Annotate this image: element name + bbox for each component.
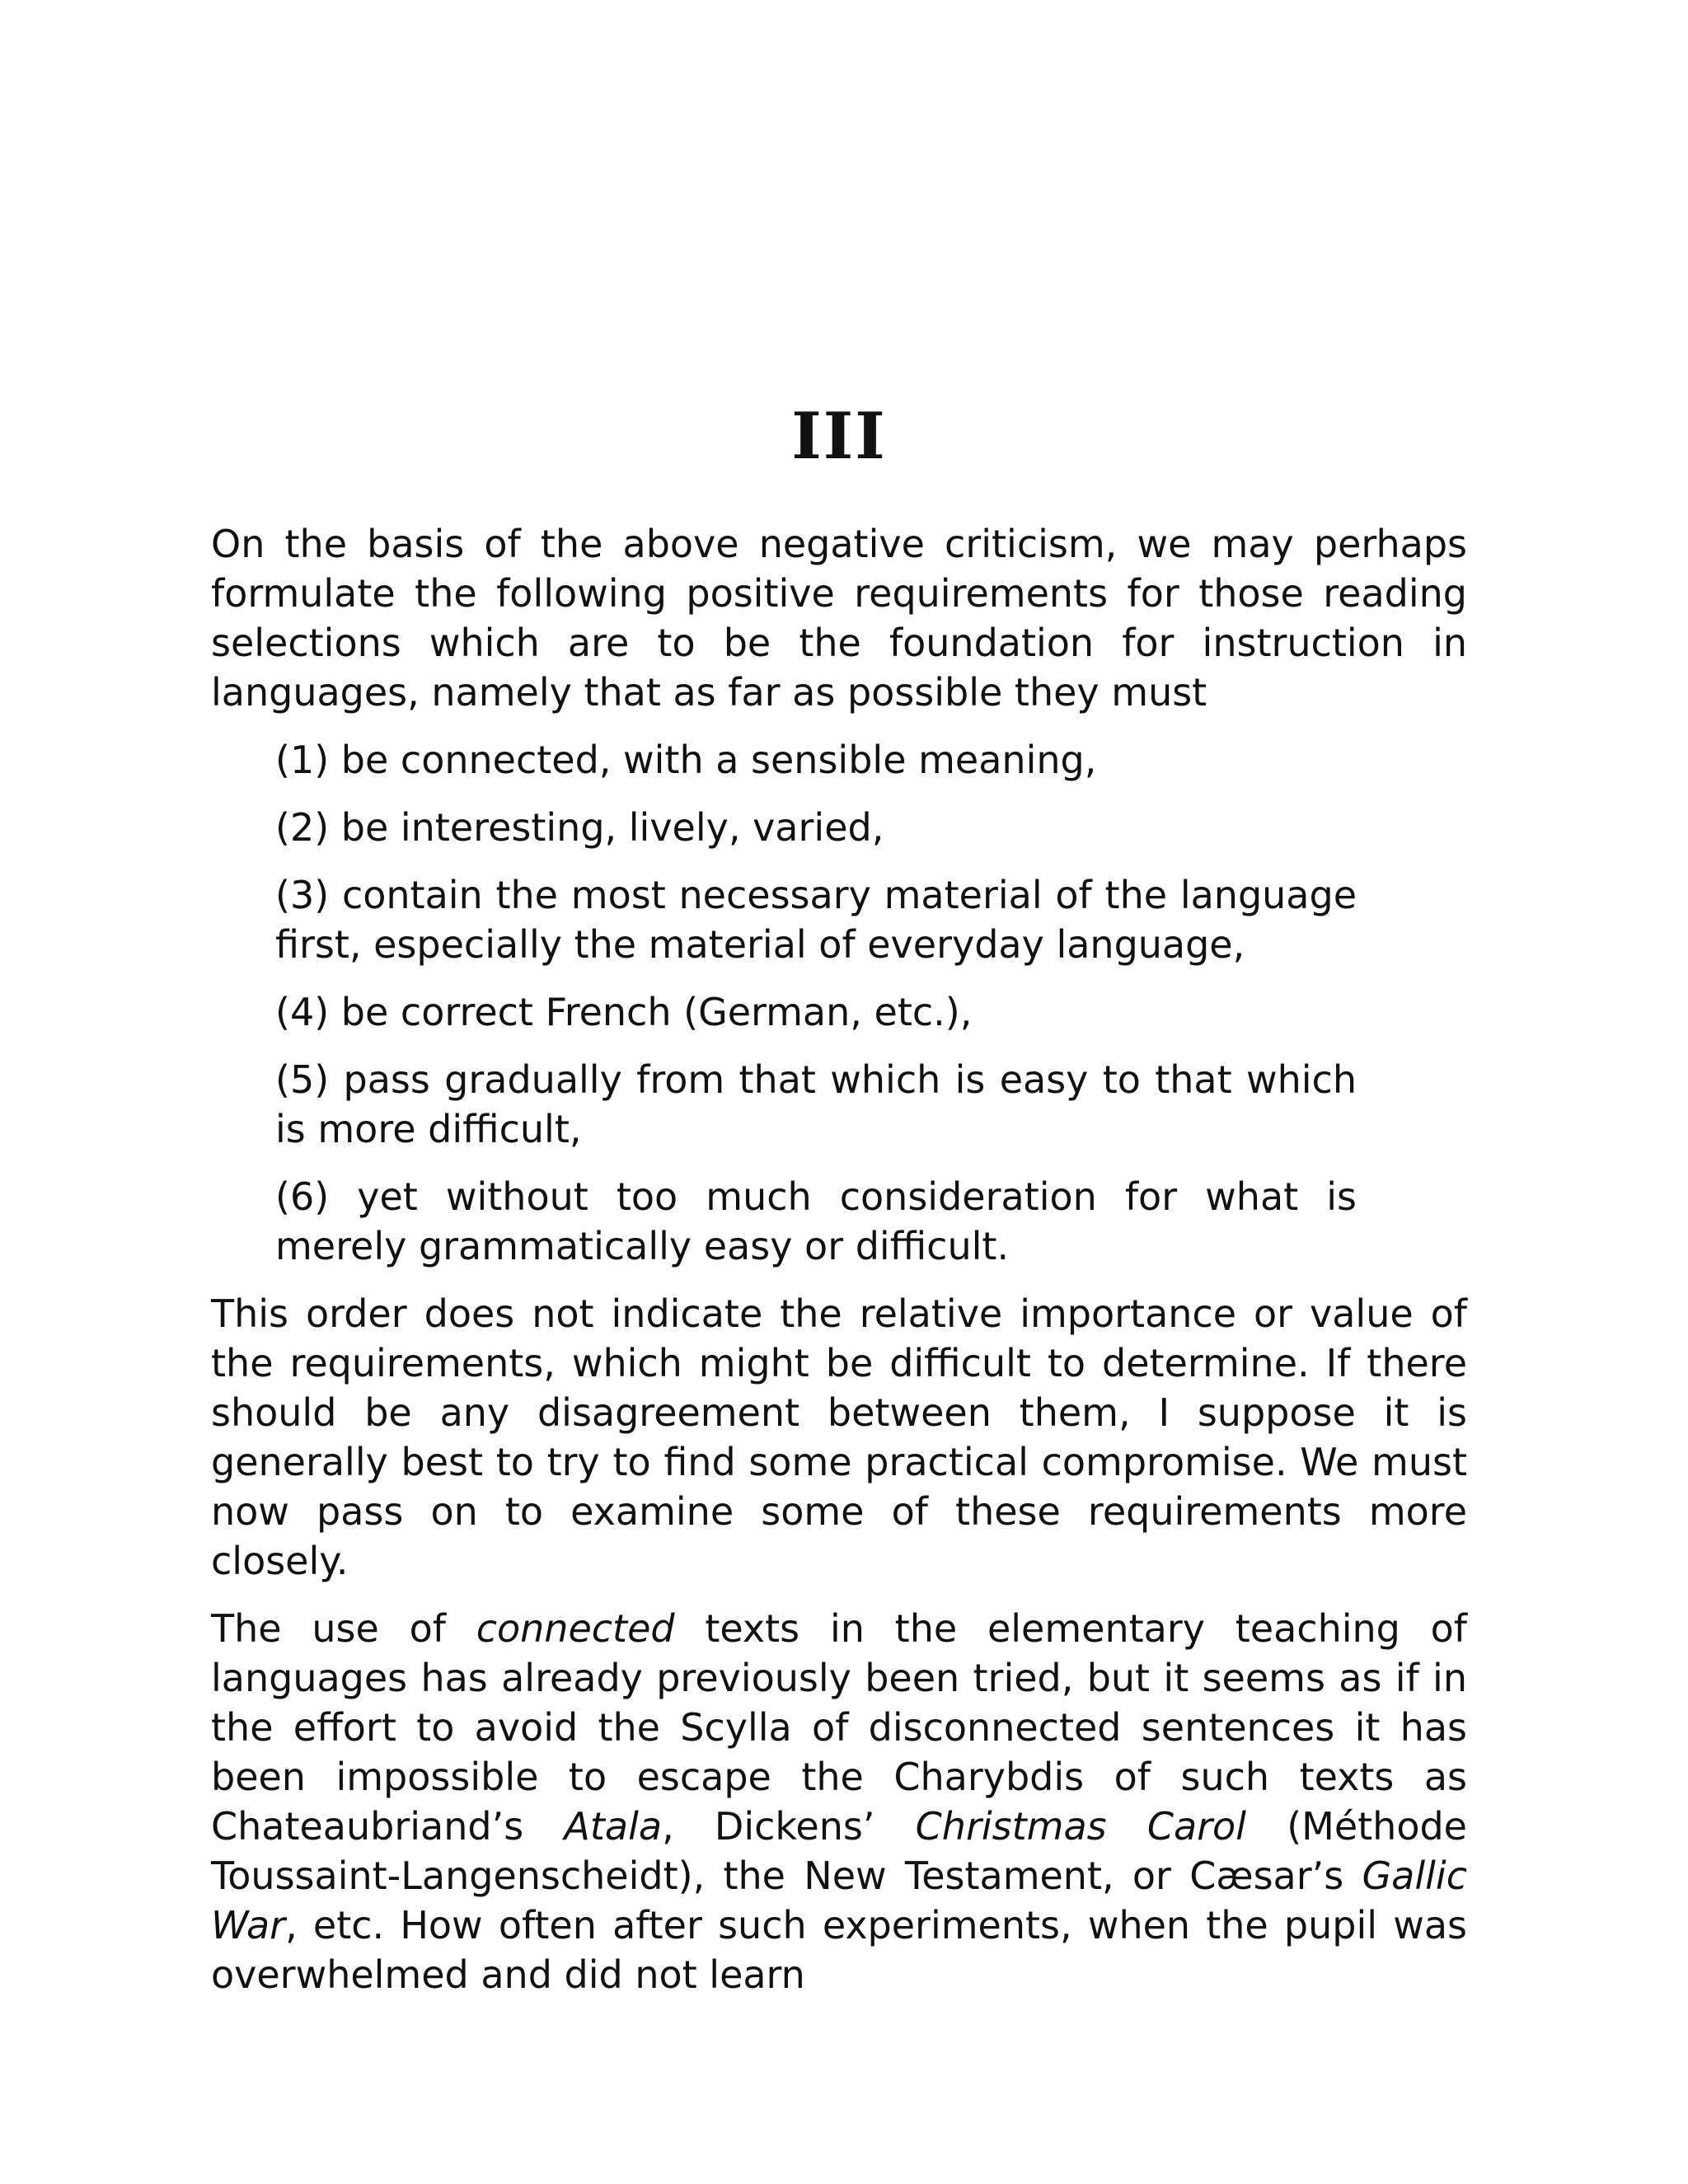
text-run: The use of bbox=[211, 1606, 476, 1651]
requirements-list bbox=[211, 735, 1467, 1271]
italic-title: Christmas Carol bbox=[915, 1804, 1246, 1849]
italic-title: Atala bbox=[564, 1804, 663, 1849]
text-run: , etc. How often after such experiments, when the pupil was overwhelmed and did not learn bbox=[211, 1903, 1467, 1997]
requirement-item: (3) contain the most necessary material of the language first, especially the material of everyday language, bbox=[275, 873, 1357, 967]
paragraph-intro: On the basis of the above negative criticism, we may perhaps formulate the following positive requirements for those reading selections which are to be the foundation for instruction in languages, namely that as far as possible they must bbox=[211, 522, 1467, 715]
text-run: , Dickens’ bbox=[662, 1804, 916, 1849]
paragraph-connected-texts bbox=[211, 1604, 1467, 1999]
chapter-heading: III bbox=[791, 399, 887, 474]
requirement-item: (5) pass gradually from that which is easy to that which is more difficult, bbox=[275, 1057, 1357, 1151]
text-run: texts in the elementary teaching of languages has already previously been tried, but it seems as if in the effort to avoid the Scylla of disconnected sentences it has been impossible to escape the Charybdis of such texts as Chateaubriand’s bbox=[211, 1606, 1468, 1849]
italic-title: Gallic War bbox=[211, 1854, 1467, 1947]
requirement-item: (6) yet without too much consideration for what is merely grammatically easy or difficult. bbox=[275, 1174, 1357, 1268]
requirement-item: (1) be connected, with a sensible meaning, bbox=[275, 738, 1097, 782]
paragraph-order: This order does not indicate the relative importance or value of the requirements, which might be difficult to determine. If there should be any disagreement between them, I suppose it is generally best to try to find some practical compromise. We must now pass on to examine some of these requirements more closely. bbox=[211, 1291, 1467, 1583]
page-content bbox=[211, 396, 1467, 2018]
italic-term: connected bbox=[476, 1606, 675, 1651]
requirement-item: (4) be correct French (German, etc.), bbox=[275, 990, 973, 1034]
text-run: (Méthode Toussaint-Langenscheidt), the New Testament, or Cæsar’s bbox=[211, 1804, 1467, 1898]
requirement-item: (2) be interesting, lively, varied, bbox=[275, 805, 884, 850]
